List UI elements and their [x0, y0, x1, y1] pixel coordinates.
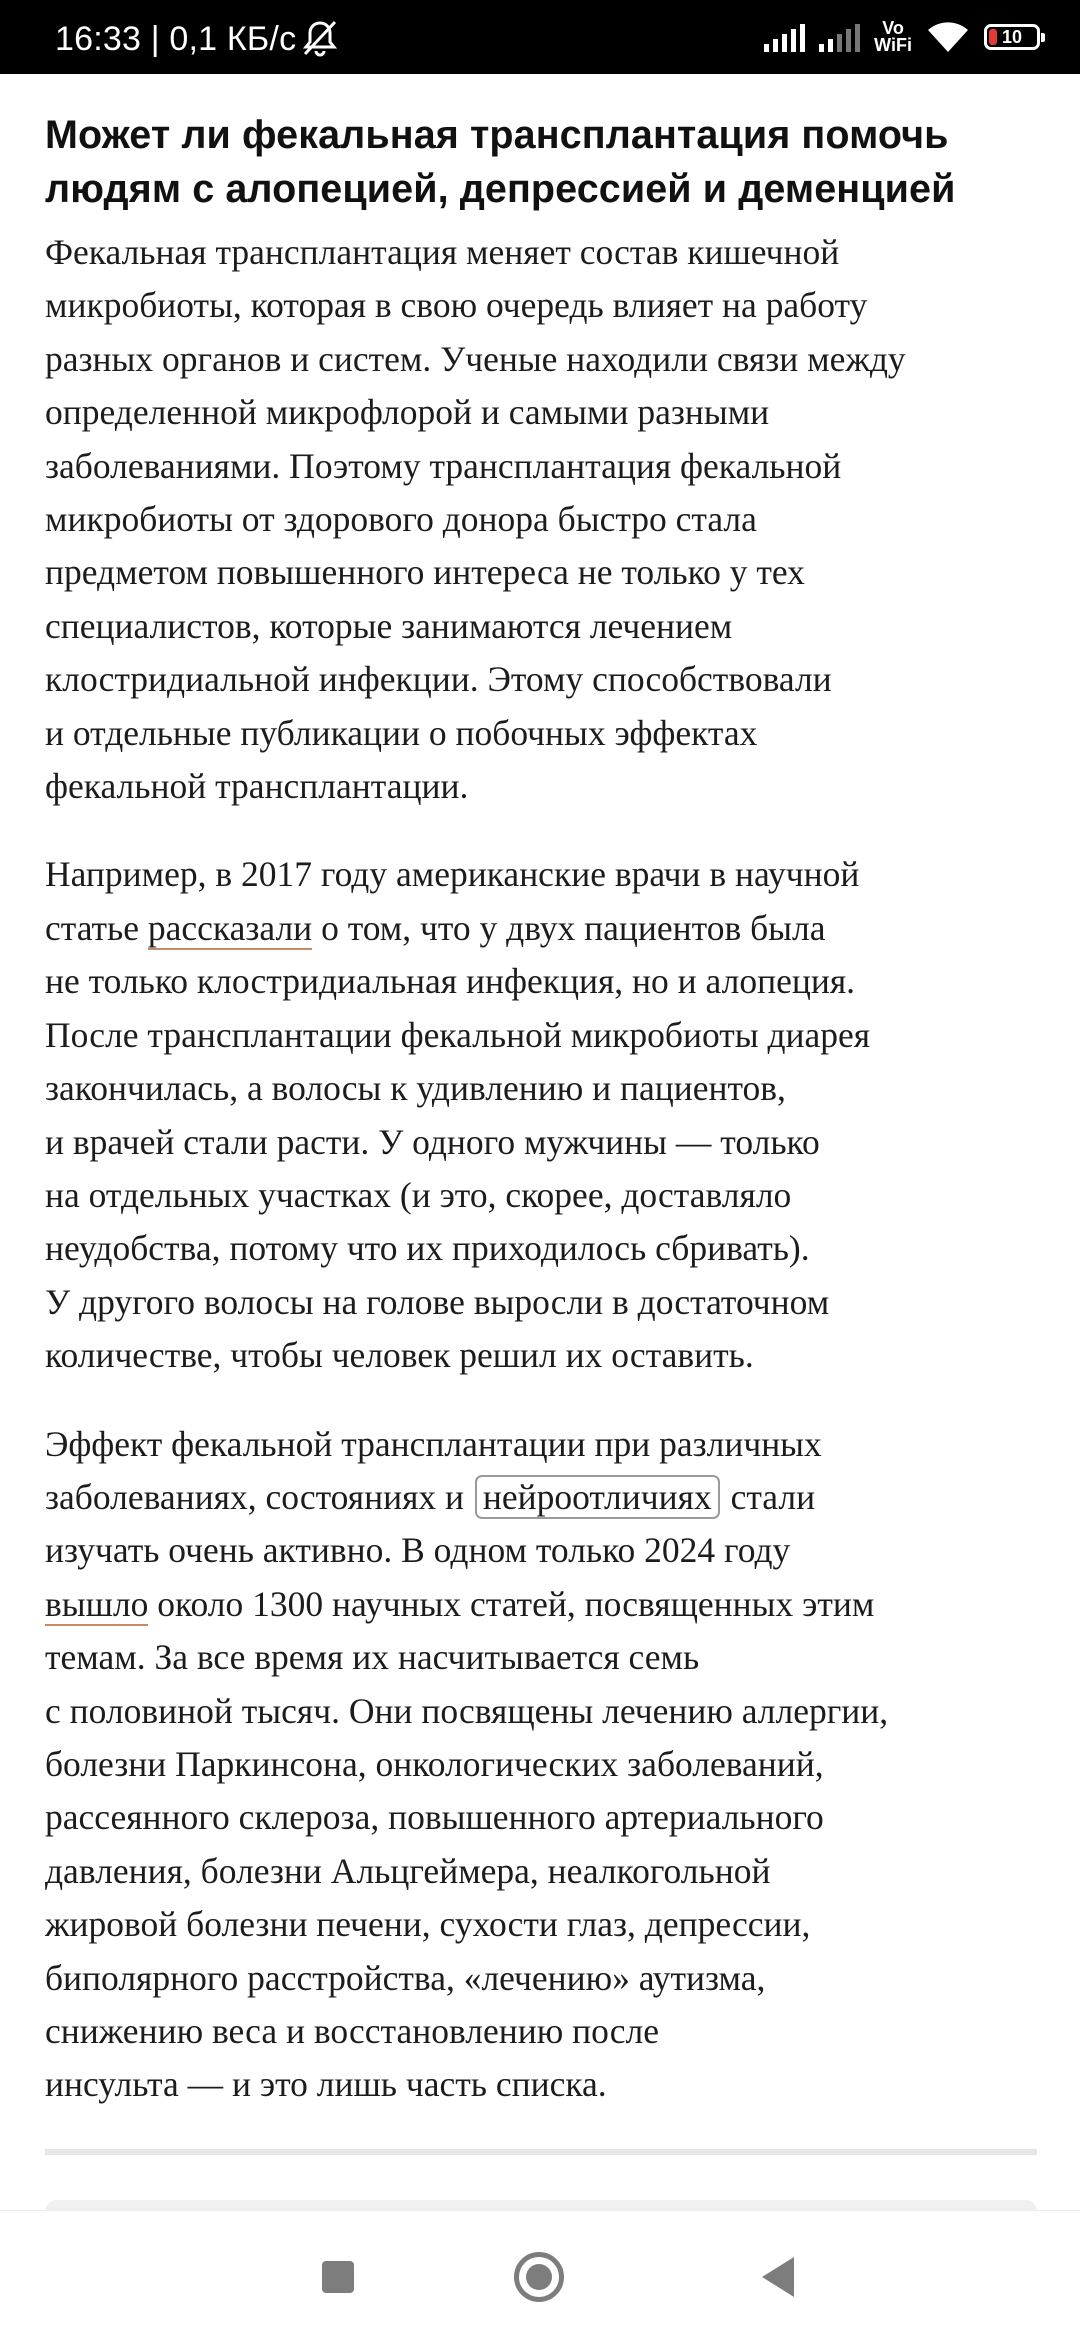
- text-line: микробиоты от здорового донора быстро стала: [45, 499, 757, 540]
- text-line: У другого волосы на голове выросли в достаточном: [45, 1281, 830, 1322]
- text-line: разных органов и систем. Ученые находили связи между: [45, 338, 906, 379]
- circle-home-icon[interactable]: [514, 2252, 564, 2302]
- battery-cap: [1041, 33, 1045, 42]
- text-span: статье: [45, 907, 148, 948]
- text-line: не только клостридиальная инфекция, но и алопеция.: [45, 961, 856, 1002]
- text-span: около 1300 научных статей, посвященных этим: [148, 1583, 875, 1624]
- text-span: заболеваниях, состояниях и: [45, 1476, 473, 1517]
- text-line: Эффект фекальной трансплантации при различных: [45, 1423, 822, 1464]
- battery-fill: [989, 29, 997, 45]
- article-body: [45, 108, 1045, 2147]
- bell-off-icon: [298, 16, 342, 60]
- system-nav-bar: [0, 2210, 1080, 2341]
- vowifi-wifi: WiFi: [874, 35, 912, 55]
- text-line: заболеваниями. Поэтому трансплантация фекальной: [45, 445, 842, 486]
- wifi-icon: [926, 20, 970, 54]
- text-line: инсульта — и это лишь часть списка.: [45, 2064, 607, 2105]
- headline-line: Может ли фекальная трансплантация помочь: [45, 113, 949, 157]
- text-line: После трансплантации фекальной микробиоты диарея: [45, 1014, 871, 1055]
- text-line: определенной микрофлорой и самыми разными: [45, 392, 770, 433]
- text-line: Например, в 2017 году американские врачи в научной: [45, 854, 860, 895]
- text-line: фекальной трансплантации.: [45, 766, 469, 807]
- article-headline: [45, 108, 1045, 216]
- text-line: предметом повышенного интереса не только у тех: [45, 552, 805, 593]
- text-line: темам. За все время их насчитывается семь: [45, 1637, 700, 1678]
- text-line: с половиной тысяч. Они посвящены лечению аллергии,: [45, 1690, 889, 1731]
- battery-icon: [984, 24, 1040, 50]
- section-divider: [45, 2149, 1037, 2155]
- text-line: биполярного расстройства, «лечению» аутизма,: [45, 1957, 766, 1998]
- text-span: стали: [721, 1476, 816, 1517]
- text-line: [45, 1471, 1045, 1524]
- text-line: [45, 902, 1045, 955]
- text-line: снижению веса и восстановлению после: [45, 2011, 659, 2051]
- cell-signal-icon: [764, 22, 805, 52]
- square-recents-icon[interactable]: [322, 2261, 354, 2293]
- text-line: Фекальная трансплантация меняет состав кишечной: [45, 232, 840, 272]
- text-line: закончилась, а волосы к удивлению и пациентов,: [45, 1068, 786, 1109]
- text-line: микробиоты, которая в свою очередь влияет на работу: [45, 285, 868, 326]
- vowifi-vo: Vo: [882, 18, 904, 38]
- vowifi-indicator: [874, 20, 912, 54]
- text-line: и отдельные публикации о побочных эффектах: [45, 712, 758, 753]
- text-line: специалистов, которые занимаются лечением: [45, 605, 733, 646]
- status-bar: [0, 0, 1080, 74]
- text-line: давления, болезни Альцгеймера, неалкогольной: [45, 1850, 771, 1891]
- text-line: и врачей стали расти. У одного мужчины — только: [45, 1121, 820, 1162]
- paragraph-2: [45, 848, 1045, 1382]
- battery-level: 10: [1001, 26, 1023, 47]
- headline-line: людям с алопецией, депрессией и деменцией: [45, 167, 956, 211]
- text-line: [45, 1578, 1045, 1631]
- glossary-tag-neuro[interactable]: нейроотличиях: [475, 1475, 720, 1519]
- paragraph-3: [45, 1418, 1045, 2112]
- text-line: рассеянного склероза, повышенного артериального: [45, 1797, 824, 1838]
- text-line: жировой болезни печени, сухости глаз, депрессии,: [45, 1904, 811, 1945]
- link-vyshlo[interactable]: вышло: [45, 1583, 149, 1624]
- text-line: болезни Паркинсона, онкологических заболеваний,: [45, 1743, 824, 1784]
- link-rasskazali[interactable]: рассказали: [147, 907, 313, 948]
- text-line: неудобства, потому что их приходилось сбривать).: [45, 1228, 810, 1269]
- triangle-back-icon[interactable]: [762, 2257, 794, 2297]
- text-line: изучать очень активно. В одном только 2024 году: [45, 1530, 791, 1571]
- status-time-speed: 16:33 | 0,1 КБ/с: [55, 20, 297, 58]
- text-line: количестве, чтобы человек решил их оставить.: [45, 1335, 754, 1376]
- text-span: о том, что у двух пациентов была: [312, 907, 826, 948]
- cell-signal-2-icon: [819, 22, 860, 52]
- paragraph-1: [45, 226, 1045, 813]
- text-line: на отдельных участках (и это, скорее, доставляло: [45, 1174, 792, 1215]
- text-line: клостридиальной инфекции. Этому способствовали: [45, 659, 832, 700]
